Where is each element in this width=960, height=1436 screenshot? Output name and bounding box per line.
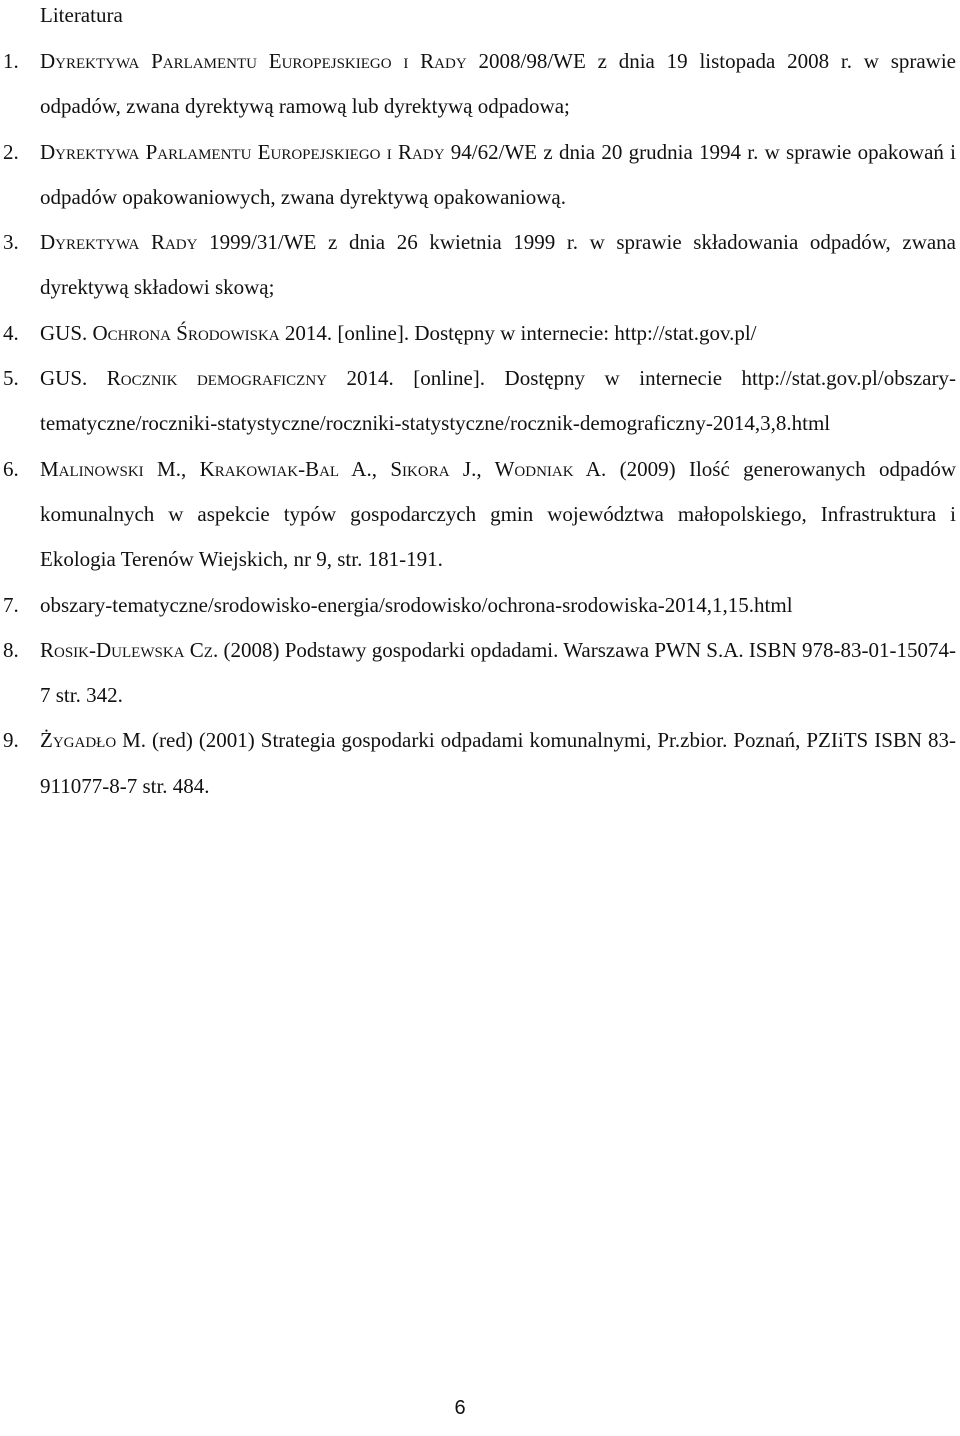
- reference-item: [0, 447, 960, 583]
- reference-author: Dyrektywa Parlamentu Europejskiego i Rady: [40, 139, 445, 164]
- reference-details: (2008) Podstawy gospodarki opdadami. Warszawa PWN S.A. ISBN 978-83-01-15074-7 str. 342.: [40, 637, 956, 708]
- section-heading: Literatura: [40, 3, 123, 27]
- reference-item: [0, 356, 960, 447]
- reference-item: [0, 311, 960, 356]
- reference-author: Dyrektywa Parlamentu Europejskiego i Rady: [40, 49, 467, 73]
- reference-number: 3.: [3, 230, 19, 255]
- reference-details: 2008/98/WE z dnia 19 listopada 2008 r. w sprawie odpadów, zwana dyrektywą ramową lub dyrektywą odpadowa;: [40, 49, 957, 119]
- reference-author: Dyrektywa Rady: [40, 230, 198, 255]
- reference-author: Rosik-Dulewska Cz.: [40, 637, 219, 662]
- reference-item: [0, 39, 960, 130]
- reference-author: Żygadło M.: [40, 728, 147, 753]
- reference-number: 8.: [3, 637, 19, 662]
- reference-item: [0, 718, 960, 809]
- reference-number: 5.: [3, 366, 19, 391]
- reference-item: [0, 130, 960, 221]
- reference-number: 6.: [3, 456, 19, 481]
- page-number: 6: [454, 1397, 466, 1419]
- reference-list: [0, 39, 960, 809]
- reference-details: (2009) Ilość generowanych odpadów komunalnych w aspekcie typów gospodarczych gmin województwa małopolskiego, Infrastruktura i Ekologia Terenów Wiejskich, nr 9, str. 181-191.: [40, 456, 956, 572]
- reference-details: obszary-tematyczne/srodowisko-energia/srodowisko/ochrona-srodowiska-2014,1,15.html: [40, 592, 793, 617]
- reference-author: GUS. Rocznik demograficzny: [40, 366, 327, 391]
- reference-number: 1.: [3, 49, 19, 73]
- reference-number: 4.: [3, 320, 19, 345]
- reference-author: Malinowski M., Krakowiak-Bal A., Sikora J., Wodniak A.: [40, 456, 607, 481]
- reference-item: [0, 220, 960, 311]
- reference-number: 7.: [3, 592, 19, 617]
- reference-details: 2014. [online]. Dostępny w internecie: http://stat.gov.pl/: [279, 320, 757, 345]
- reference-number: 9.: [3, 728, 19, 753]
- reference-number: 2.: [3, 139, 19, 164]
- reference-details: 94/62/WE z dnia 20 grudnia 1994 r. w sprawie opakowań i odpadów opakowaniowych, zwana dyrektywą opakowaniową.: [40, 139, 957, 209]
- reference-author: GUS. Ochrona Środowiska: [40, 320, 280, 345]
- reference-details: 1999/31/WE z dnia 26 kwietnia 1999 r. w sprawie składowania odpadów, zwana dyrektywą składowi skową;: [40, 230, 956, 300]
- reference-details: 2014. [online]. Dostępny w internecie http://stat.gov.pl/obszary-tematyczne/roczniki-statystyczne/roczniki-statystyczne/rocznik-demograficzny-2014,3,8.html: [40, 366, 956, 436]
- reference-item: [0, 583, 960, 628]
- reference-details: (red) (2001) Strategia gospodarki odpadami komunalnymi, Pr.zbior. Poznań, PZIiTS ISBN 83-911077-8-7 str. 484.: [40, 728, 957, 798]
- reference-item: [0, 628, 960, 719]
